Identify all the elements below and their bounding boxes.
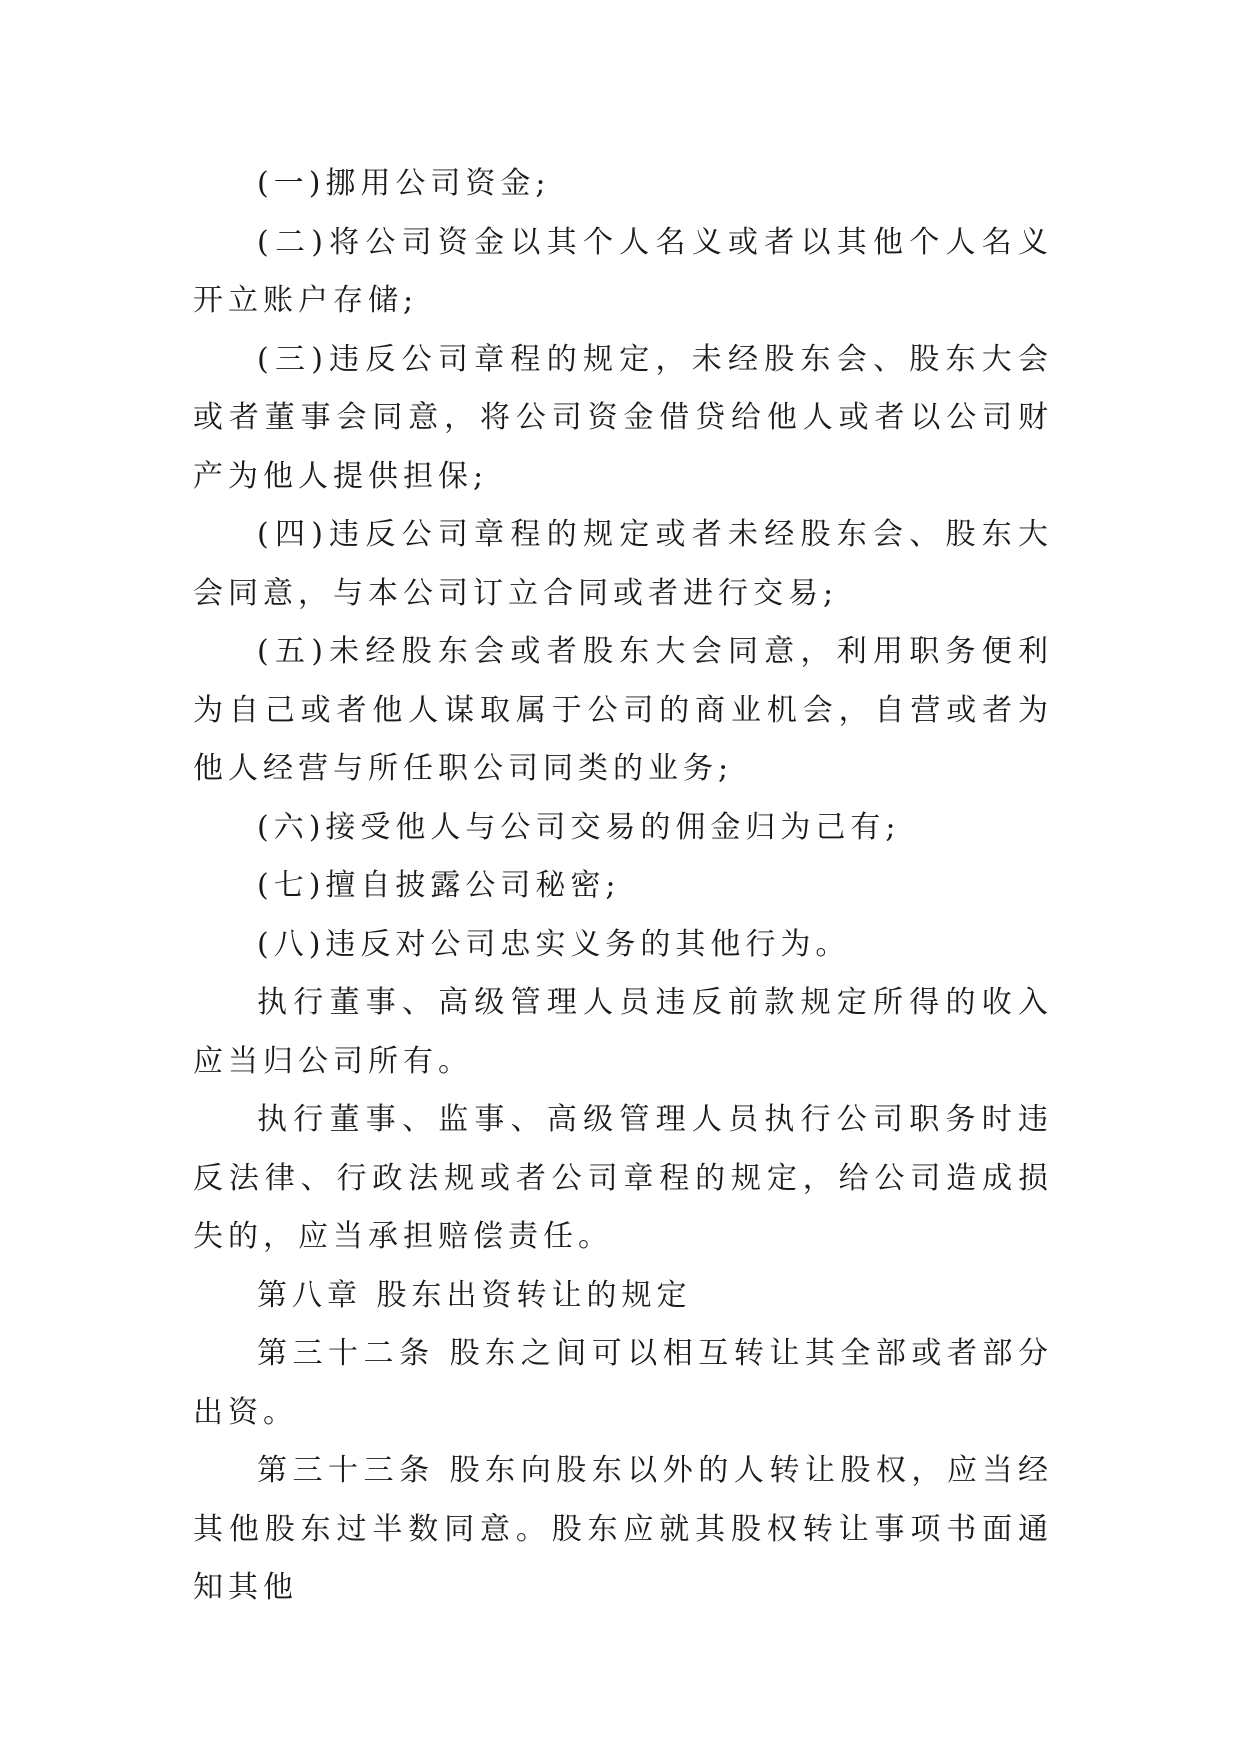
clause-item-7: (七)擅自披露公司秘密; (257, 868, 621, 903)
clause-item-3: (三)违反公司章程的规定，未经股东会、股东大会或者董事会同意，将公司资金借贷给他人或者以公司财产为他人提供担保; (193, 341, 1053, 494)
clause-item-8: (八)违反对公司忠实义务的其他行为。 (257, 926, 851, 962)
clause-item-4: (四)违反公司章程的规定或者未经股东会、股东大会同意，与本公司订立合同或者进行交易; (193, 517, 1053, 611)
clause-item-2: (二)将公司资金以其个人名义或者以其他个人名义开立账户存储; (193, 224, 1053, 318)
chapter-heading: 第八章 股东出资转让的规定 (257, 1277, 692, 1313)
document-body (193, 155, 1053, 1618)
clause-item-1: (一)挪用公司资金; (257, 166, 551, 201)
article-33: 第三十三条 股东向股东以外的人转让股权，应当经其他股东过半数同意。股东应就其股权转让事项书面通知其他 (193, 1453, 1053, 1605)
paragraph-income: 执行董事、高级管理人员违反前款规定所得的收入应当归公司所有。 (193, 985, 1053, 1079)
clause-item-6: (六)接受他人与公司交易的佣金归为己有; (257, 809, 901, 845)
article-32: 第三十二条 股东之间可以相互转让其全部或者部分出资。 (193, 1336, 1053, 1430)
paragraph-liability: 执行董事、监事、高级管理人员执行公司职务时违反法律、行政法规或者公司章程的规定，给公司造成损失的，应当承担赔偿责任。 (193, 1102, 1053, 1254)
clause-item-5: (五)未经股东会或者股东大会同意，利用职务便利为自己或者他人谋取属于公司的商业机会，自营或者为他人经营与所任职公司同类的业务; (193, 634, 1053, 786)
